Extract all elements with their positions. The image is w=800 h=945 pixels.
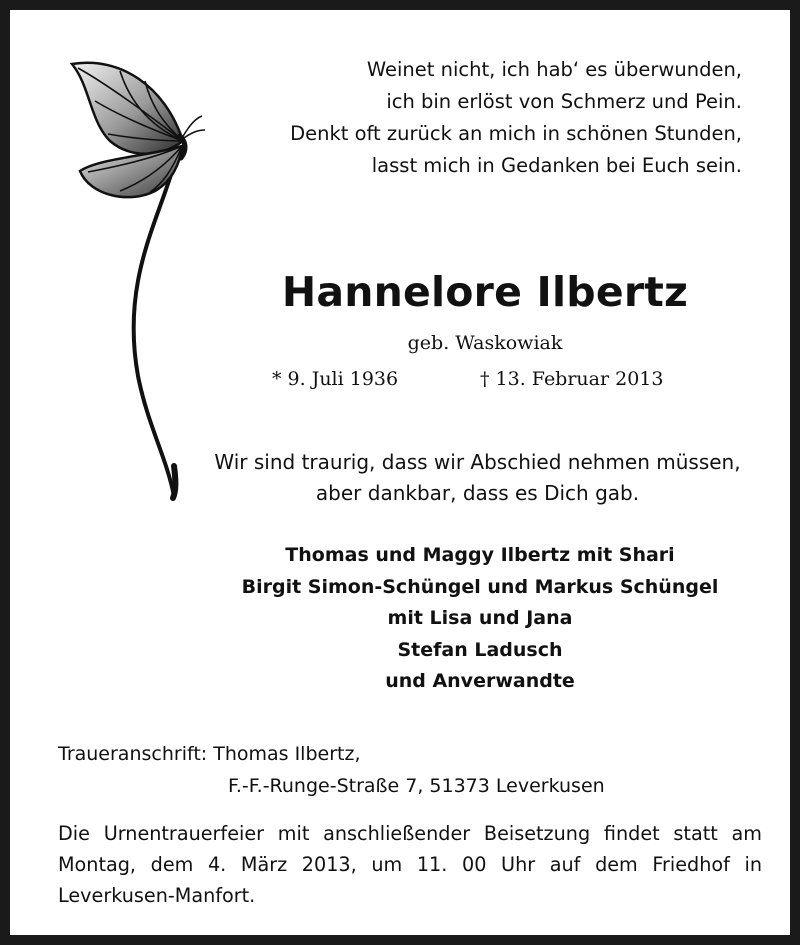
poem-line: Weinet nicht, ich hab‘ es überwunden, — [366, 58, 742, 81]
poem-line: Denkt oft zurück an mich in schönen Stunden, — [290, 122, 742, 145]
mourning-address — [58, 738, 605, 802]
poem — [222, 54, 742, 182]
poem-line: ich bin erlöst von Schmerz und Pein. — [386, 90, 742, 113]
address-line: Traueranschrift: Thomas Ilbertz, — [58, 743, 361, 765]
mourner-line: und Anverwandte — [385, 670, 575, 692]
mourner-line: Birgit Simon-Schüngel und Markus Schüngel — [241, 575, 719, 598]
quote-line: aber dankbar, dass es Dich gab. — [315, 481, 640, 505]
birth-date: * 9. Juli 1936 — [272, 368, 399, 390]
birth-name: geb. Waskowiak — [407, 332, 563, 354]
death-date: † 13. Februar 2013 — [480, 368, 664, 390]
mourner-line: Thomas und Maggy Ilbertz mit Shari — [285, 544, 675, 566]
funeral-line: Leverkusen-Manfort. — [58, 884, 256, 907]
mourner-line: mit Lisa und Jana — [387, 607, 573, 629]
mourners-list — [210, 540, 750, 698]
mourner-line: Stefan Ladusch — [397, 638, 563, 661]
funeral-notice — [58, 818, 762, 911]
funeral-line: Die Urnentrauerfeier mit anschließender Beisetzung findet statt am — [58, 822, 762, 845]
address-line: F.-F.-Runge-Straße 7, 51373 Leverkusen — [228, 775, 605, 797]
deceased-name: Hannelore Ilbertz — [281, 268, 689, 316]
funeral-line: Montag, dem 4. März 2013, um 11. 00 Uhr auf dem Friedhof in — [58, 853, 762, 876]
poem-line: lasst mich in Gedanken bei Euch sein. — [371, 154, 742, 177]
butterfly-flower-icon — [50, 46, 210, 506]
quote-line: Wir sind traurig, dass wir Abschied nehmen müssen, — [214, 450, 741, 474]
life-dates — [10, 368, 790, 398]
farewell-quote — [200, 447, 755, 509]
